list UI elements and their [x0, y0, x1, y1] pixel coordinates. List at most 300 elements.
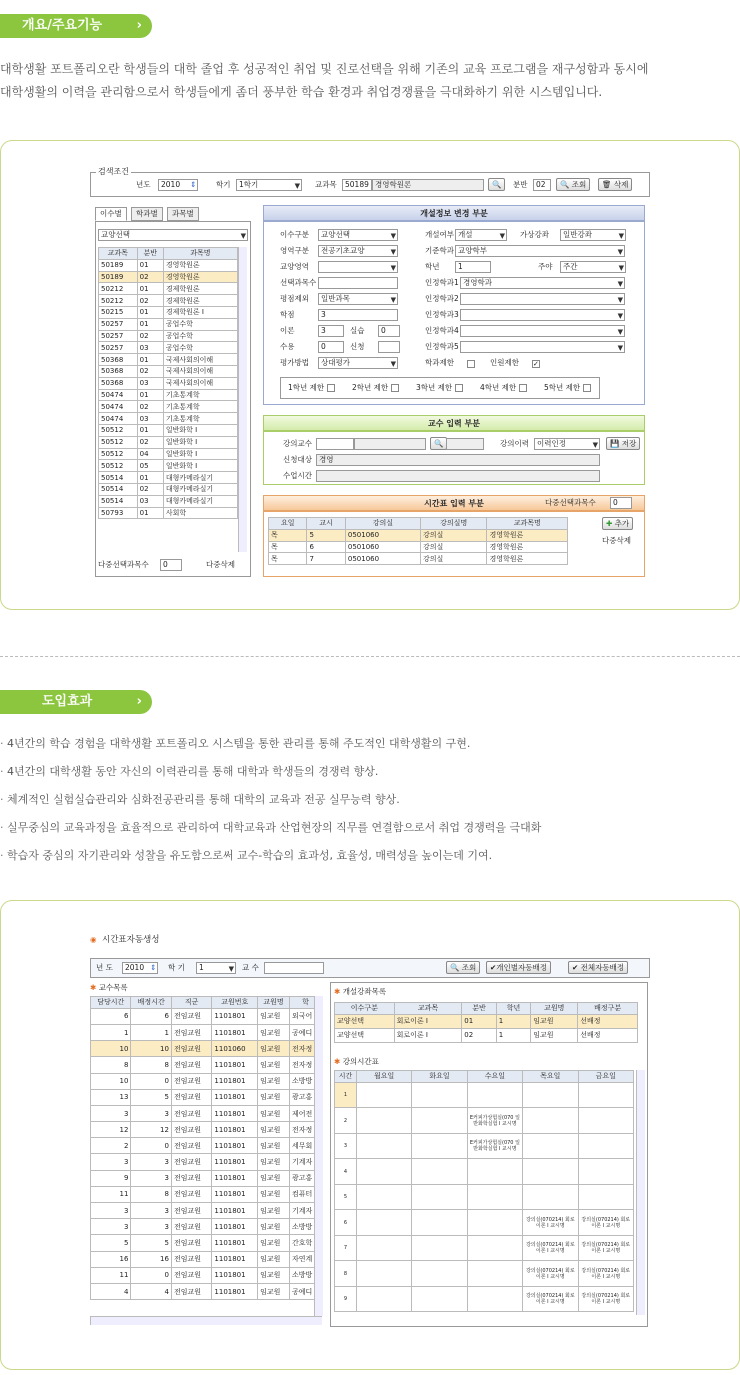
table-row[interactable]	[91, 1170, 322, 1186]
query-button[interactable]: 🔍 조회	[556, 178, 590, 191]
table-row	[335, 1159, 634, 1185]
table-row[interactable]	[91, 1122, 322, 1138]
table-row[interactable]	[335, 1028, 638, 1042]
time-label: 수업시간	[283, 471, 312, 480]
list-item[interactable]	[99, 342, 238, 354]
section-input[interactable]: 02	[533, 179, 551, 191]
table-cell: 광고홍	[290, 1089, 322, 1105]
field-input[interactable]	[318, 277, 398, 289]
period-cell: 1	[335, 1082, 357, 1108]
slot-cell[interactable]	[578, 1082, 633, 1108]
list-cell: 01	[137, 306, 163, 318]
course-open-screen	[90, 165, 650, 585]
table-cell: 강의실	[420, 553, 487, 565]
table-cell: 1101801	[212, 1073, 258, 1089]
slot-cell[interactable]	[467, 1159, 522, 1185]
field-input[interactable]: 3	[318, 325, 344, 337]
slot-cell[interactable]	[356, 1159, 411, 1185]
table-cell: 11	[91, 1267, 131, 1283]
save-button[interactable]: 💾 저장	[606, 437, 640, 450]
list-cell: 50257	[99, 330, 138, 342]
tt-title-text: 강의시간표	[342, 1057, 379, 1066]
list-item[interactable]	[99, 259, 238, 271]
table-cell: 임교원	[531, 1028, 578, 1042]
table-cell: 1101801	[212, 1008, 258, 1024]
add-button[interactable]: ✚ 추가	[602, 517, 633, 530]
table-cell: 목	[269, 541, 307, 553]
list-cell: 02	[137, 330, 163, 342]
table-row[interactable]	[91, 1251, 322, 1267]
table-header	[99, 248, 238, 260]
table-cell: 7	[307, 553, 345, 565]
table-cell: 16	[131, 1251, 171, 1267]
col-header: 학	[290, 997, 322, 1009]
effects-list	[0, 730, 541, 870]
field-label: 학과제한	[425, 358, 454, 367]
field-input[interactable]: 교양학부 ▼	[455, 245, 625, 257]
slot-cell[interactable]	[578, 1133, 633, 1159]
field-label: 기준학과	[425, 246, 454, 255]
table-cell: 교양선택	[335, 1028, 395, 1042]
field-label: 평가방법	[280, 358, 309, 367]
prof-table	[90, 996, 322, 1300]
table-row[interactable]	[91, 1203, 322, 1219]
history-select[interactable]: 이력인정 ▼	[534, 438, 600, 450]
table-cell: 1101801	[212, 1219, 258, 1235]
field-label: 수용	[280, 342, 295, 351]
chevron-right-icon: ›	[136, 694, 142, 709]
slot-cell[interactable]	[356, 1210, 411, 1236]
table-cell: 목	[269, 529, 307, 541]
list-cell: 경제학원론 I	[163, 306, 237, 318]
table-row[interactable]	[91, 1267, 322, 1283]
list-cell: 01	[137, 259, 163, 271]
table-cell: 전임교원	[171, 1057, 211, 1073]
table-row[interactable]	[269, 529, 568, 541]
period-cell: 4	[335, 1159, 357, 1185]
delete-button[interactable]: 🗑 삭제	[598, 178, 632, 191]
list-item[interactable]	[99, 495, 238, 507]
tab-by-dept[interactable]: 학과별	[131, 207, 163, 221]
slot-cell[interactable]	[578, 1108, 633, 1134]
table-cell: 전임교원	[171, 1122, 211, 1138]
slot-cell[interactable]	[412, 1159, 467, 1185]
slot-cell[interactable]	[523, 1082, 578, 1108]
list-cell: 01	[137, 424, 163, 436]
search-icon[interactable]: 🔍	[488, 178, 505, 191]
list-item[interactable]	[99, 295, 238, 307]
course-name-input: 경영학원론	[372, 179, 484, 191]
slot-cell[interactable]	[412, 1108, 467, 1134]
list-item[interactable]	[99, 483, 238, 495]
query-button-label: 조회	[571, 180, 587, 189]
slot-cell[interactable]	[523, 1133, 578, 1159]
add-button-label: 추가	[614, 519, 630, 528]
table-row[interactable]	[91, 1154, 322, 1170]
table-row[interactable]	[91, 1089, 322, 1105]
slot-cell[interactable]	[412, 1133, 467, 1159]
query-button-label: 조회	[461, 963, 477, 972]
table-cell: 기계자	[290, 1203, 322, 1219]
list-item[interactable]	[99, 460, 238, 472]
table-cell: 전자정	[290, 1122, 322, 1138]
slot-cell[interactable]	[523, 1108, 578, 1134]
h-scrollbar[interactable]	[90, 1316, 322, 1325]
col-header: 배정시간	[131, 997, 171, 1009]
course-code-input[interactable]: 50189	[342, 179, 372, 191]
list-cell: 50368	[99, 365, 138, 377]
table-cell: 0	[131, 1138, 171, 1154]
grade-limit-checkbox[interactable]	[288, 382, 335, 394]
section-title: 도입효과	[42, 694, 93, 709]
table-cell: 전임교원	[171, 1041, 211, 1057]
field-input[interactable]: 상대평가 ▼	[318, 357, 398, 369]
slot-cell[interactable]	[356, 1082, 411, 1108]
field-input[interactable]: 개설 ▼	[455, 229, 507, 241]
table-cell: 강의실	[420, 541, 487, 553]
term-label: 학 기	[168, 963, 185, 972]
table-cell: 전임교원	[171, 1089, 211, 1105]
field-label: 학년	[425, 262, 440, 271]
slot-cell[interactable]	[412, 1235, 467, 1261]
field-input[interactable]: 일반과목 ▼	[318, 293, 398, 305]
all-assign-label: 전체자동배정	[580, 963, 625, 972]
slot-cell[interactable]	[578, 1184, 633, 1210]
checkbox[interactable]: ✓	[533, 360, 539, 368]
timetable-multi-delete[interactable]: 다중삭제	[602, 536, 631, 545]
table-cell: 전임교원	[171, 1073, 211, 1089]
list-cell: 일반화학 I	[163, 424, 237, 436]
list-item[interactable]	[99, 318, 238, 330]
table-cell: 13	[91, 1089, 131, 1105]
table-cell: 제어전	[290, 1105, 322, 1121]
col-header: 교과목	[394, 1003, 462, 1015]
list-item[interactable]	[99, 354, 238, 366]
table-cell: 임교원	[258, 1203, 290, 1219]
field-input[interactable]	[460, 293, 625, 305]
col-header: 담당시간	[91, 997, 131, 1009]
slot-cell[interactable]: 강의실(070214) 회로이론 I 교시명	[523, 1261, 578, 1287]
list-item[interactable]	[99, 436, 238, 448]
grade-limit-checkbox[interactable]	[544, 382, 591, 394]
list-cell: 기초통계학	[163, 389, 237, 401]
list-item[interactable]	[99, 401, 238, 413]
slot-cell[interactable]	[467, 1082, 522, 1108]
slot-cell[interactable]	[356, 1108, 411, 1134]
table-row[interactable]	[335, 1014, 638, 1028]
checkbox-wrap[interactable]	[467, 358, 475, 370]
prof-input[interactable]	[264, 962, 324, 974]
slot-cell[interactable]	[356, 1184, 411, 1210]
slot-cell[interactable]	[467, 1184, 522, 1210]
table-cell: 1101801	[212, 1170, 258, 1186]
table-cell: 선배정	[578, 1014, 638, 1028]
col-header: 수요일	[467, 1071, 522, 1083]
field-input[interactable]	[460, 341, 625, 353]
slot-cell[interactable]: E커피가상험실(070 일반화학실험 I 교시명	[467, 1108, 522, 1134]
table-row[interactable]	[91, 1138, 322, 1154]
checkbox[interactable]	[327, 384, 335, 392]
section-overview-header	[0, 14, 152, 38]
list-cell: 공업수학	[163, 318, 237, 330]
list-cell: 국제사회의이해	[163, 377, 237, 389]
table-row[interactable]	[91, 1041, 322, 1057]
prof-label: 교 수	[242, 963, 259, 972]
slot-cell[interactable]	[578, 1159, 633, 1185]
slot-cell[interactable]: 강의실(070214) 회로이론 I 교시명	[578, 1261, 633, 1287]
list-cell: 경영학원론	[163, 259, 237, 271]
list-cell: 50512	[99, 448, 138, 460]
tt-title: ✱ 강의시간표	[334, 1057, 379, 1066]
field-input[interactable]: 전공기초교양 ▼	[318, 245, 398, 257]
table-cell: 임교원	[258, 1170, 290, 1186]
list-item[interactable]	[99, 330, 238, 342]
term-label: 학기	[216, 180, 231, 189]
table-cell: 전임교원	[171, 1105, 211, 1121]
prof-input[interactable]	[316, 438, 354, 450]
list-cell: 01	[137, 354, 163, 366]
field-input[interactable]: 경영학과 ▼	[460, 277, 625, 289]
multi-select-count: 0	[160, 559, 182, 571]
grade-limit-label: 1학년 제한	[288, 383, 325, 392]
grade-limit-checkbox[interactable]	[416, 382, 463, 394]
col-header: 분반	[137, 248, 163, 260]
prof-label: 강의교수	[283, 439, 312, 448]
table-cell: 3	[131, 1154, 171, 1170]
grade-limit-label: 2학년 제한	[352, 383, 389, 392]
table-cell: 01	[462, 1014, 496, 1028]
list-item[interactable]	[99, 424, 238, 436]
list-item[interactable]	[99, 271, 238, 283]
year-label: 년도	[136, 180, 151, 189]
multi-delete-link[interactable]: 다중삭제	[206, 560, 235, 569]
table-cell: 0501060	[345, 553, 420, 565]
search-icon[interactable]: 🔍	[430, 437, 447, 450]
field-input[interactable]: 0	[318, 341, 344, 353]
table-row[interactable]	[91, 1235, 322, 1251]
table-row	[335, 1261, 634, 1287]
overview-line: 대학생활의 이력을 관리함으로서 학생들에게 좀더 풍부한 학습 환경과 취업경쟁률을 극대화하기 위한 시스템입니다.	[0, 85, 603, 99]
table-cell: 6	[131, 1008, 171, 1024]
field-label: 선택과목수	[280, 278, 317, 287]
list-cell: 50793	[99, 507, 138, 519]
slot-cell[interactable]: 강의실(070214) 회로이론 I 교시명	[578, 1210, 633, 1236]
table-row[interactable]	[91, 1283, 322, 1299]
table-row	[335, 1210, 634, 1236]
spin-icon[interactable]: ⇕	[190, 180, 197, 189]
table-cell: 전임교원	[171, 1203, 211, 1219]
list-item[interactable]	[99, 365, 238, 377]
table-cell: 경영학원론	[487, 541, 568, 553]
slot-cell[interactable]	[356, 1133, 411, 1159]
field-input[interactable]: 0	[378, 325, 400, 337]
checkbox[interactable]	[467, 360, 475, 368]
list-cell: 50257	[99, 342, 138, 354]
list-cell: 50212	[99, 295, 138, 307]
table-cell: 2	[91, 1138, 131, 1154]
slot-cell[interactable]	[523, 1159, 578, 1185]
table-header	[335, 1071, 634, 1083]
table-row[interactable]	[91, 1219, 322, 1235]
table-cell: 회로이론 I	[394, 1028, 462, 1042]
field-input[interactable]	[460, 309, 625, 321]
slot-cell[interactable]	[356, 1286, 411, 1312]
list-cell: 01	[137, 389, 163, 401]
slot-cell[interactable]	[412, 1286, 467, 1312]
slot-cell[interactable]	[356, 1261, 411, 1287]
list-cell: 경제학원론	[163, 283, 237, 295]
list-item[interactable]	[99, 413, 238, 425]
list-cell: 03	[137, 495, 163, 507]
table-cell: 1101801	[212, 1203, 258, 1219]
list-cell: 대형카메라실기	[163, 472, 237, 484]
list-cell: 50189	[99, 259, 138, 271]
list-item[interactable]	[99, 389, 238, 401]
delete-button-label: 삭제	[613, 180, 629, 189]
list-cell: 50512	[99, 424, 138, 436]
field-label: 교양영역	[280, 262, 309, 271]
col-header: 화요일	[412, 1071, 467, 1083]
table-cell: 임교원	[258, 1057, 290, 1073]
table-row[interactable]	[91, 1105, 322, 1121]
slot-cell[interactable]	[412, 1210, 467, 1236]
table-row[interactable]	[91, 1057, 322, 1073]
all-assign-button[interactable]: ✔ 전체자동배정	[568, 961, 628, 974]
checkbox[interactable]	[583, 384, 591, 392]
table-cell: 전임교원	[171, 1154, 211, 1170]
slot-cell[interactable]: E커피가상험실(070 일반화학실험 I 교시명	[467, 1133, 522, 1159]
slot-cell[interactable]	[467, 1286, 522, 1312]
table-row[interactable]	[91, 1186, 322, 1202]
screen-title: 시간표자동생성	[102, 935, 160, 945]
slot-cell[interactable]	[467, 1261, 522, 1287]
list-cell: 50474	[99, 389, 138, 401]
field-input[interactable]	[378, 341, 400, 353]
list-item[interactable]	[99, 448, 238, 460]
scrollbar[interactable]	[314, 996, 323, 1316]
prof-name-input	[354, 438, 426, 450]
term-select[interactable]: 1 ▼	[196, 962, 236, 974]
individual-assign-button[interactable]: ✔개인별자동배정	[486, 961, 551, 974]
table-cell: 1101801	[212, 1024, 258, 1040]
field-input[interactable]	[460, 325, 625, 337]
list-cell: 50368	[99, 377, 138, 389]
list-item[interactable]	[99, 283, 238, 295]
table-row[interactable]	[91, 1008, 322, 1024]
table-row	[335, 1184, 634, 1210]
table-cell: 3	[131, 1219, 171, 1235]
divider	[0, 656, 740, 657]
slot-cell[interactable]	[412, 1184, 467, 1210]
table-row[interactable]	[91, 1073, 322, 1089]
slot-cell[interactable]: 강의실(070214) 회로이론 I 교시명	[523, 1286, 578, 1312]
field-label: 학점	[280, 310, 295, 319]
slot-cell[interactable]: 강의실(070214) 회로이론 I 교시명	[578, 1286, 633, 1312]
list-item[interactable]	[99, 377, 238, 389]
spin-icon[interactable]: ⇕	[150, 963, 157, 972]
checkbox[interactable]	[519, 384, 527, 392]
checkbox[interactable]	[391, 384, 399, 392]
slot-cell[interactable]	[412, 1261, 467, 1287]
list-cell: 50514	[99, 495, 138, 507]
period-cell: 6	[335, 1210, 357, 1236]
tab-by-type[interactable]: 이수별	[95, 207, 127, 221]
col-header: 이수구분	[335, 1003, 395, 1015]
target-input: 경영	[316, 454, 600, 466]
tab-by-course[interactable]: 과목별	[167, 207, 199, 221]
col-header: 교시	[307, 518, 345, 530]
slot-cell[interactable]	[356, 1235, 411, 1261]
multi-select-label: 다중선택과목수	[98, 560, 149, 569]
checkbox-wrap[interactable]	[532, 358, 540, 370]
table-cell: 5	[131, 1235, 171, 1251]
field-input[interactable]: 일반강좌 ▼	[560, 229, 626, 241]
prof-extra-input	[446, 438, 484, 450]
field-input[interactable]: 3	[318, 309, 398, 321]
table-cell: 6	[91, 1008, 131, 1024]
slot-cell[interactable]: 강의실(070214) 회로이론 I 교시명	[523, 1235, 578, 1261]
period-cell: 2	[335, 1108, 357, 1134]
slot-cell[interactable]	[467, 1235, 522, 1261]
slot-cell[interactable]: 강의실(070214) 회로이론 I 교시명	[578, 1235, 633, 1261]
list-cell: 02	[137, 271, 163, 283]
year-input[interactable]: 2010	[158, 179, 198, 191]
filter-select[interactable]: 교양선택 ▼	[98, 229, 248, 241]
scrollbar[interactable]	[636, 1070, 645, 1315]
list-item[interactable]	[99, 507, 238, 519]
checkbox[interactable]	[455, 384, 463, 392]
list-item: · 체계적인 실험실습관리와 심화전공관리를 통해 대학의 교육과 전공 실무능력 향상.	[0, 786, 541, 814]
slot-cell[interactable]	[523, 1184, 578, 1210]
slot-cell[interactable]	[412, 1082, 467, 1108]
table-row[interactable]	[91, 1024, 322, 1040]
year-label: 년 도	[96, 963, 113, 972]
col-header: 월요일	[356, 1071, 411, 1083]
table-cell: 임교원	[258, 1073, 290, 1089]
section-effects-header	[0, 690, 152, 714]
grade-limit-checkbox[interactable]	[480, 382, 527, 394]
slot-cell[interactable]: 강의실(070214) 회로이론 I 교시명	[523, 1210, 578, 1236]
timetable-multi-count: 0	[610, 497, 632, 509]
field-input[interactable]: 교양선택 ▼	[318, 229, 398, 241]
prof-list-title-text: 교수목록	[98, 983, 128, 992]
list-cell: 50514	[99, 483, 138, 495]
field-label: 이수구분	[280, 230, 309, 239]
query-button[interactable]: 🔍 조회	[446, 961, 480, 974]
table-cell: 임교원	[258, 1235, 290, 1251]
period-cell: 9	[335, 1286, 357, 1312]
table-cell: 광고홍	[290, 1170, 322, 1186]
field-input[interactable]	[318, 261, 398, 273]
list-item[interactable]	[99, 306, 238, 318]
field-input[interactable]: 주간 ▼	[560, 261, 626, 273]
year-input[interactable]: 2010	[122, 962, 158, 974]
table-row[interactable]	[269, 541, 568, 553]
scrollbar[interactable]	[238, 247, 247, 552]
slot-cell[interactable]	[467, 1210, 522, 1236]
term-select[interactable]: 1학기 ▼	[236, 179, 302, 191]
table-cell: 8	[91, 1057, 131, 1073]
table-cell: 0501060	[345, 529, 420, 541]
field-input[interactable]: 1	[455, 261, 491, 273]
grade-limit-label: 4학년 제한	[480, 383, 517, 392]
table-cell: 10	[91, 1073, 131, 1089]
table-cell: 12	[91, 1122, 131, 1138]
table-cell: 1	[496, 1028, 530, 1042]
list-item[interactable]	[99, 472, 238, 484]
grade-limit-checkbox[interactable]	[352, 382, 399, 394]
table-row[interactable]	[269, 553, 568, 565]
